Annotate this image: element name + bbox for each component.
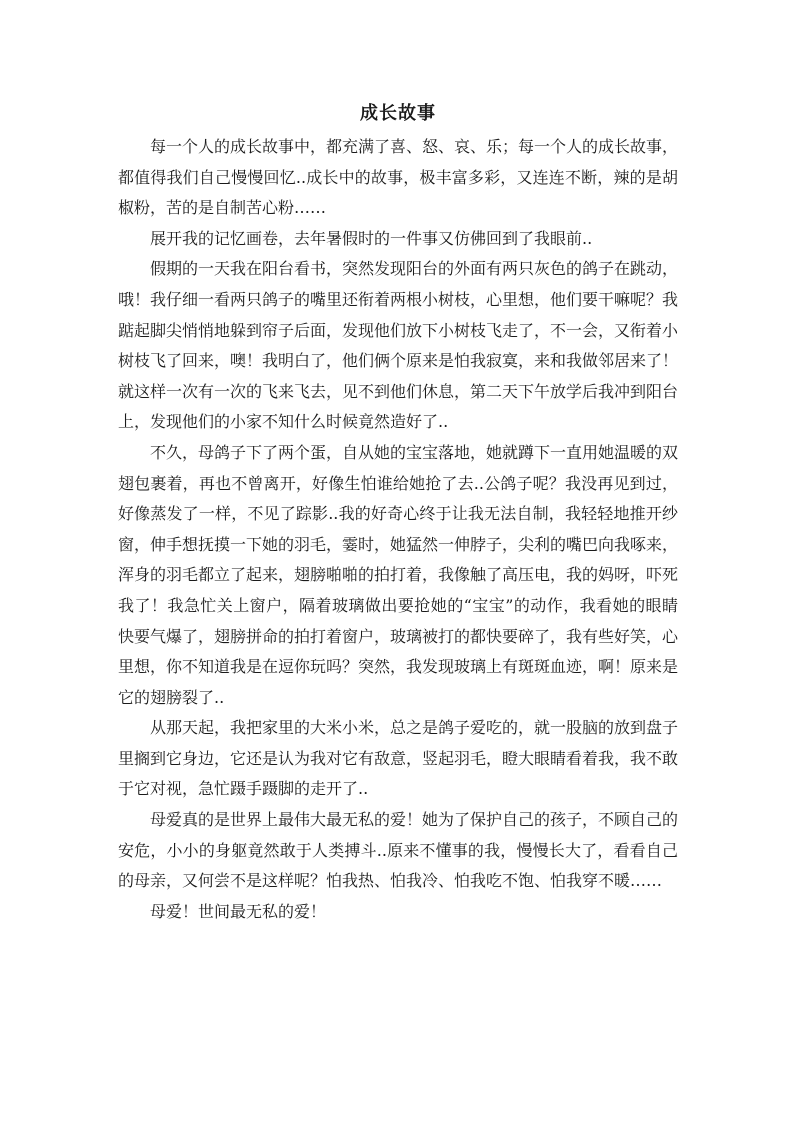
paragraph-4: 不久，母鸽子下了两个蛋，自从她的宝宝落地，她就蹲下一直用她温暖的双翅包裹着，再也不曾离开，好像生怕谁给她抢了去..公鸽子呢？我没再见到过，好像蒸发了一样，不见了踪影..我的好奇心终于让我无法自制，我轻轻地推开纱窗，伸手想抚摸一下她的羽毛，霎时，她猛然一伸脖子，尖利的嘴巴向我啄来，浑身的羽毛都立了起来，翅膀啪啪的拍打着，我像触了高压电，我的妈呀，吓死我了！我急忙关上窗户，隔着玻璃做出要抢她的“宝宝”的动作，我看她的眼睛快要气爆了，翅膀拼命的拍打着窗户，玻璃被打的都快要碎了，我有些好笑，心里想，你不知道我是在逗你玩吗？突然，我发现玻璃上有斑斑血迹，啊！原来是它的翅膀裂了.. <box>118 442 679 707</box>
paragraph-5: 从那天起，我把家里的大米小米，总之是鸽子爱吃的，就一股脑的放到盘子里搁到它身边，它还是认为我对它有敌意，竖起羽毛，瞪大眼睛看着我，我不敢于它对视，急忙蹑手蹑脚的走开了.. <box>118 718 679 799</box>
paragraph-1: 每一个人的成长故事中，都充满了喜、怒、哀、乐；每一个人的成长故事，都值得我们自己慢慢回忆..成长中的故事，极丰富多彩，又连连不断，辣的是胡椒粉，苦的是自制苦心粉…… <box>118 137 679 218</box>
paragraph-6: 母爱真的是世界上最伟大最无私的爱！她为了保护自己的孩子，不顾自己的安危，小小的身躯竟然敢于人类搏斗..原来不懂事的我，慢慢长大了，看看自己的母亲，又何尝不是这样呢？怕我热、怕我冷、怕我吃不饱、怕我穿不暖…… <box>118 810 679 891</box>
document-page <box>118 100 678 927</box>
document-title: 成长故事 <box>360 103 436 124</box>
paragraph-7: 母爱！世间最无私的爱！ <box>150 901 327 921</box>
paragraph-3: 假期的一天我在阳台看书，突然发现阳台的外面有两只灰色的鸽子在跳动，哦！我仔细一看两只鸽子的嘴里还衔着两根小树枝，心里想，他们要干嘛呢？我踮起脚尖悄悄地躲到帘子后面，发现他们放下小树枝飞走了，不一会，又衔着小树枝飞了回来，噢！我明白了，他们俩个原来是怕我寂寞，来和我做邻居来了！就这样一次有一次的飞来飞去，见不到他们休息，第二天下午放学后我冲到阳台上，发现他们的小家不知什么时候竟然造好了.. <box>118 259 679 432</box>
paragraph-2: 展开我的记忆画卷，去年暑假时的一件事又仿佛回到了我眼前.. <box>150 228 593 248</box>
